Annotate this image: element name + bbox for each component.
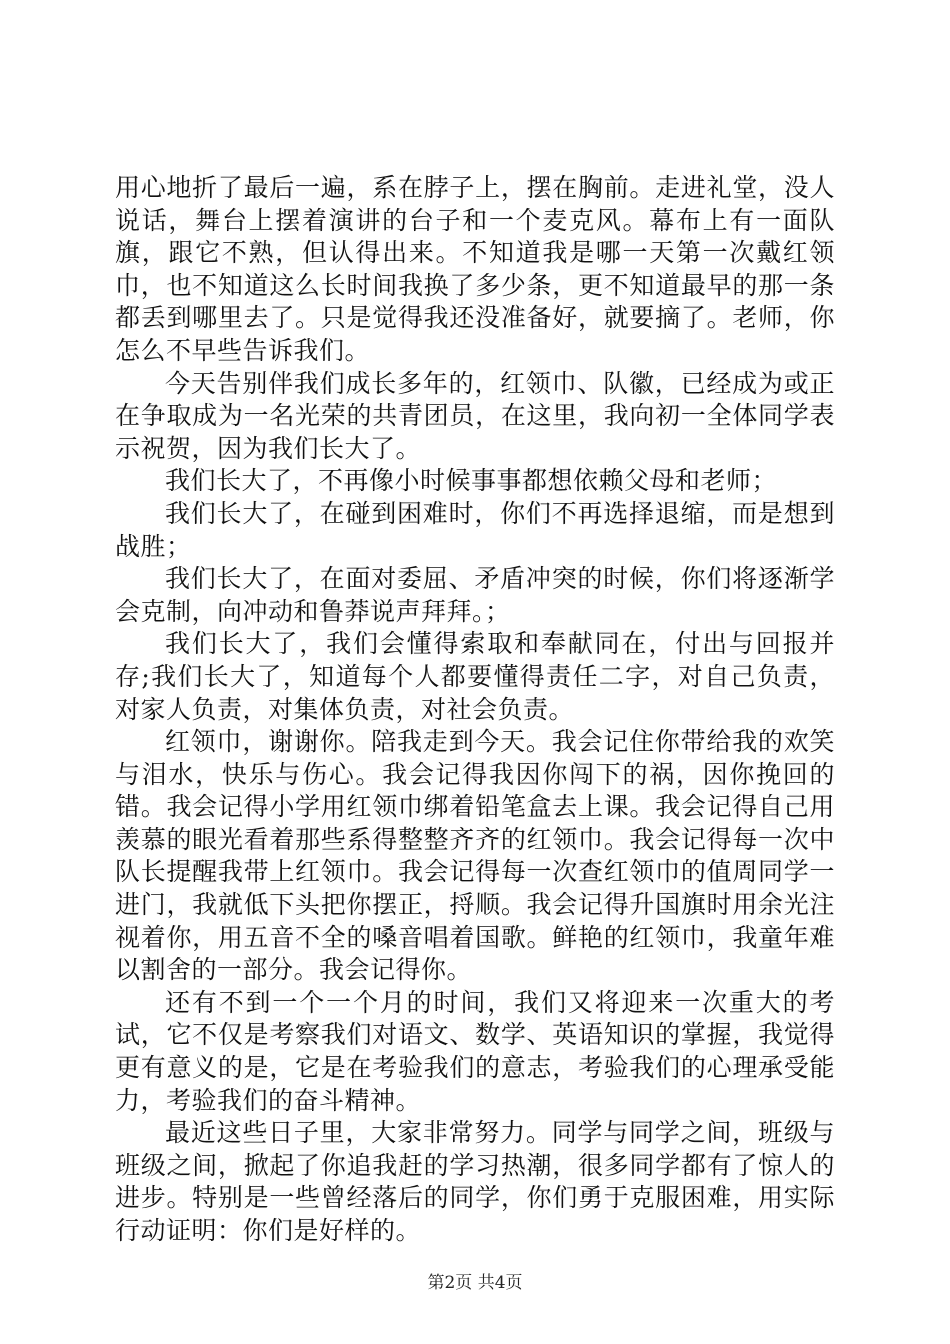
paragraph: 红领巾，谢谢你。陪我走到今天。我会记住你带给我的欢笑与泪水，快乐与伤心。我会记得我因你闯下的祸，因你挽回的错。我会记得小学用红领巾绑着铅笔盒去上课。我会记得自己用羡慕的眼光看着那些系得整整齐齐的红领巾。我会记得每一次中队长提醒我带上红领巾。我会记得每一次查红领巾的值周同学一进门，我就低下头把你摆正，捋顺。我会记得升国旗时用余光注视着你，用五音不全的嗓音唱着国歌。鲜艳的红领巾，我童年难以割舍的一部分。我会记得你。 xyxy=(115,727,835,985)
paragraph: 最近这些日子里，大家非常努力。同学与同学之间，班级与班级之间，掀起了你追我赶的学习热潮，很多同学都有了惊人的进步。特别是一些曾经落后的同学，你们勇于克服困难，用实际行动证明：你们是好样的。 xyxy=(115,1118,835,1245)
page-number-label: 第2页 共4页 xyxy=(427,1273,523,1293)
paragraph: 我们长大了，在面对委屈、矛盾冲突的时候，你们将逐渐学会克制，向冲动和鲁莽说声拜拜。； xyxy=(115,564,835,626)
paragraph: 还有不到一个一个月的时间，我们又将迎来一次重大的考试，它不仅是考察我们对语文、数学、英语知识的掌握，我觉得更有意义的是，它是在考验我们的意志，考验我们的心理承受能力，考验我们的奋斗精神。 xyxy=(115,987,835,1115)
document-body xyxy=(115,172,835,1248)
paragraph: 我们长大了，我们会懂得索取和奉献同在，付出与回报并存;我们长大了，知道每个人都要懂得责任二字，对自己负责，对家人负责，对集体负责，对社会负责。 xyxy=(115,629,835,724)
paragraph: 我们长大了，在碰到困难时，你们不再选择退缩，而是想到战胜； xyxy=(115,498,835,561)
paragraph: 我们长大了，不再像小时候事事都想依赖父母和老师； xyxy=(165,466,778,496)
page-footer xyxy=(0,1268,950,1293)
paragraph: 用心地折了最后一遍，系在脖子上，摆在胸前。走进礼堂，没人说话，舞台上摆着演讲的台子和一个麦克风。幕布上有一面队旗，跟它不熟，但认得出来。不知道我是哪一天第一次戴红领巾，也不知道这么长时间我换了多少条，更不知道最早的那一条都丢到哪里去了。只是觉得我还没准备好，就要摘了。老师，你怎么不早些告诉我们。 xyxy=(115,173,835,365)
paragraph: 今天告别伴我们成长多年的，红领巾、队徽，已经成为或正在争取成为一名光荣的共青团员，在这里，我向初一全体同学表示祝贺，因为我们长大了。 xyxy=(115,368,835,463)
